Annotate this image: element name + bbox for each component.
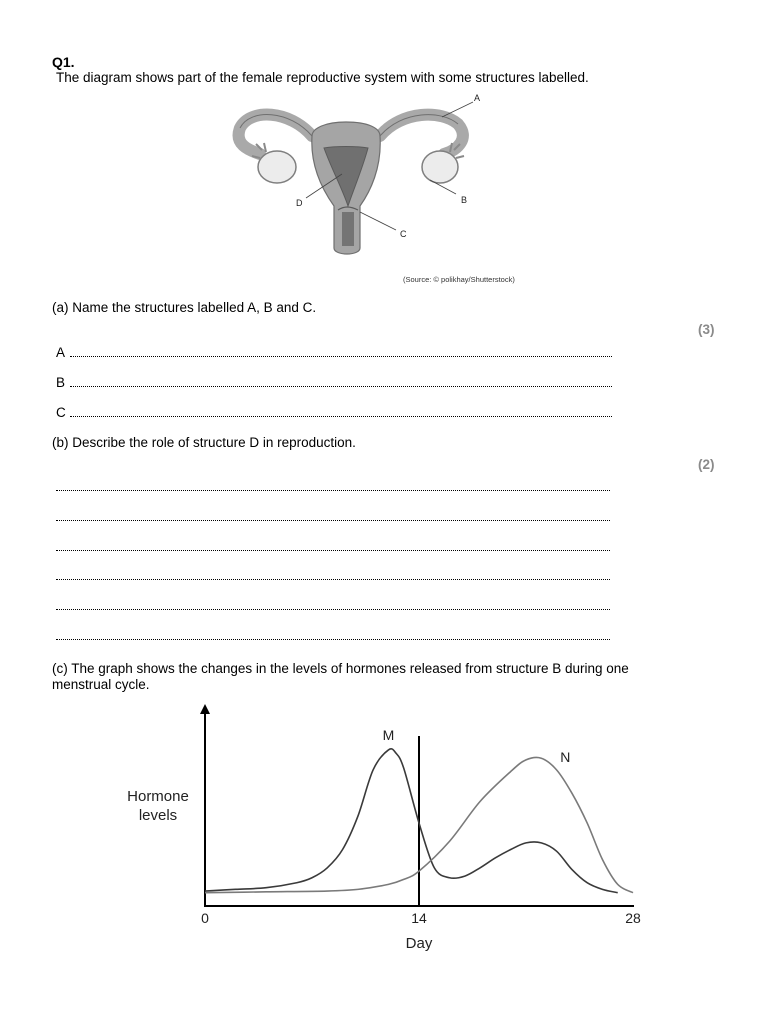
answer-line-b-5[interactable] <box>56 609 610 610</box>
answer-line-b-1[interactable] <box>56 490 610 491</box>
answer-label-c: C <box>56 405 66 420</box>
part-c-prompt-line2: menstrual cycle. <box>52 677 150 692</box>
answer-label-b: B <box>56 375 66 390</box>
question-number: Q1. <box>52 54 75 70</box>
diagram-label-c: C <box>400 229 407 239</box>
hormone-chart <box>0 690 768 960</box>
part-b-marks: (2) <box>698 457 715 472</box>
diagram-label-b: B <box>461 195 468 205</box>
x-tick-label: 28 <box>625 910 641 926</box>
part-a-prompt: (a) Name the structures labelled A, B and C. <box>52 300 317 315</box>
diagram-label-d: D <box>296 198 303 208</box>
vagina <box>342 212 354 246</box>
diagram-label-a: A <box>474 93 481 103</box>
x-axis-label: Day <box>405 935 433 952</box>
answer-row-a[interactable] <box>56 344 612 360</box>
answer-line-b[interactable] <box>70 374 612 387</box>
right-ovary <box>422 151 458 183</box>
answer-line-b-4[interactable] <box>56 579 610 580</box>
answer-line-b-6[interactable] <box>56 639 610 640</box>
answer-line-b-3[interactable] <box>56 550 610 551</box>
part-c-prompt-line1: (c) The graph shows the changes in the levels of hormones released from structure B during one <box>52 661 629 676</box>
x-tick-label: 14 <box>411 910 427 926</box>
y-axis-label-line1: Hormone <box>127 788 189 805</box>
left-ovary <box>258 151 296 183</box>
series-line-m <box>205 749 618 893</box>
y-axis-arrow <box>200 704 210 714</box>
diagram-source: (Source: © polikhay/Shutterstock) <box>403 275 515 284</box>
answer-row-b[interactable] <box>56 374 612 390</box>
reproductive-system-diagram <box>230 88 540 288</box>
answer-line-b-2[interactable] <box>56 520 610 521</box>
x-tick-label: 0 <box>201 910 209 926</box>
answer-label-a: A <box>56 345 66 360</box>
answer-line-a[interactable] <box>70 344 612 357</box>
answer-row-c[interactable] <box>56 404 612 420</box>
series-label-m: M <box>382 726 395 743</box>
left-fallopian-tube <box>239 115 312 154</box>
question-intro: The diagram shows part of the female reproductive system with some structures labelled. <box>56 70 589 85</box>
answer-line-c[interactable] <box>70 404 612 417</box>
part-b-prompt: (b) Describe the role of structure D in reproduction. <box>52 435 356 450</box>
part-a-marks: (3) <box>698 322 715 337</box>
series-label-n: N <box>560 749 571 766</box>
y-axis-label-line2: levels <box>138 807 178 824</box>
